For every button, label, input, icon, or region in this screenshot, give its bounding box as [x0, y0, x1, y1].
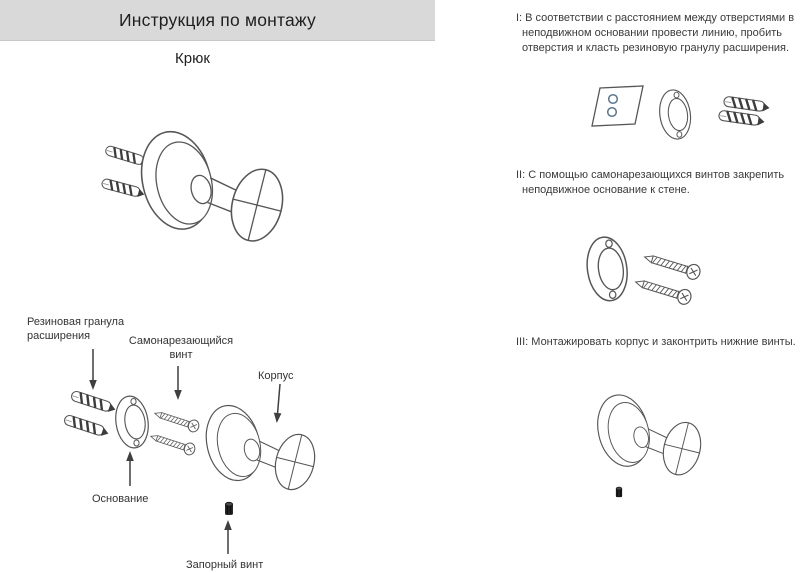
- hook-assembled-figure: [101, 125, 290, 247]
- wall-plate-icon: [592, 86, 643, 126]
- label-self-tapping-screw: Самонарезающийся винт: [128, 335, 234, 361]
- wall-plug-icon: [723, 96, 770, 112]
- wall-plug-icon: [101, 178, 146, 198]
- screw-icon: [153, 408, 200, 434]
- screw-icon: [642, 250, 701, 281]
- step2-figure: [583, 234, 702, 305]
- product-name: Крюк: [175, 50, 210, 67]
- lock-screw-icon: [616, 487, 622, 497]
- hook-body-icon: [132, 125, 289, 247]
- base-ring-icon: [657, 88, 694, 141]
- screw-icon: [633, 275, 692, 306]
- drill-hole-icon: [608, 108, 617, 117]
- step1-text: I: В соответствии с расстоянием между отверстиями в неподвижном основании провести линию, пробить отверстия и класть резиновую гранулу расширения.: [516, 12, 795, 54]
- label-body: Корпус: [258, 370, 294, 382]
- screw-arrow: [174, 366, 182, 400]
- label-base: Основание: [92, 493, 149, 505]
- page-title: Инструкция по монтажу: [119, 9, 316, 30]
- step2-text: II: С помощью самонарезающихся винтов закрепить неподвижное основание к стене.: [516, 169, 785, 196]
- drill-hole-icon: [609, 95, 618, 104]
- base-ring-icon: [113, 394, 152, 450]
- lock-screw-arrow: [224, 520, 232, 554]
- lock-screw-icon: [225, 502, 232, 514]
- wall-plug-icon: [718, 110, 765, 126]
- step1-figure: [592, 86, 770, 141]
- wall-plug-icon: [70, 390, 117, 414]
- screw-icon: [149, 431, 196, 457]
- label-lock-screw: Запорный винт: [186, 559, 264, 571]
- wall-plug-icon: [63, 414, 110, 438]
- label-expansion-plug: Резиновая гранула расширения: [27, 316, 125, 342]
- base-ring-icon: [583, 234, 631, 303]
- base-arrow: [126, 451, 134, 486]
- body-arrow: [274, 384, 282, 423]
- step3-text: III: Монтажировать корпус и законтрить нижние винты.: [516, 336, 796, 348]
- plug-arrow: [89, 349, 97, 390]
- hook-body-icon: [591, 390, 706, 479]
- step3-figure: [591, 390, 706, 497]
- hook-body-icon: [199, 400, 320, 494]
